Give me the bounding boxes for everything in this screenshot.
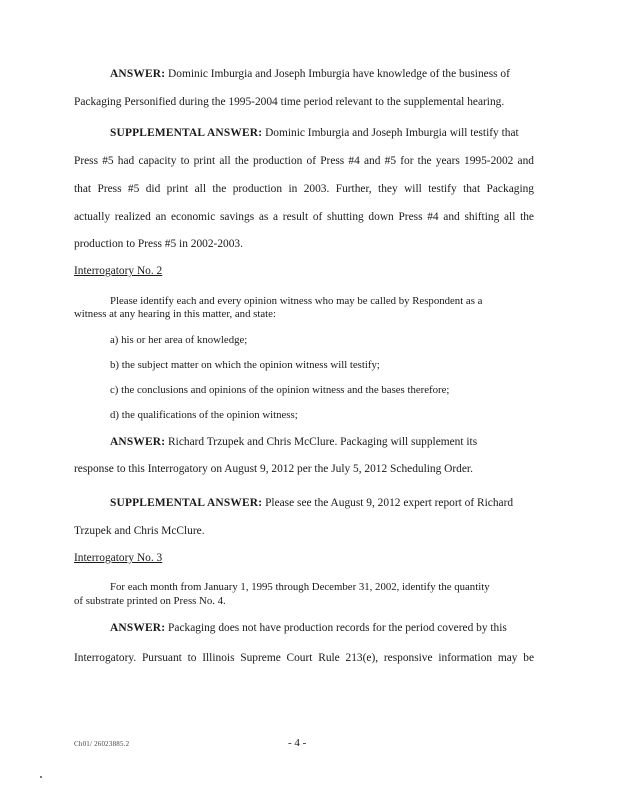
answer-paragraph-1-line-2: Packaging Personified during the 1995-2004 time period relevant to the supplemental hearing. xyxy=(74,96,505,108)
interrogatory-3-line-2: of substrate printed on Press No. 4. xyxy=(74,595,226,607)
interrogatory-2-intro-line-1: Please identify each and every opinion witness who may be called by Respondent as a xyxy=(110,295,483,307)
interrogatory-2-heading: Interrogatory No. 2 xyxy=(74,265,163,277)
interrogatory-2-item-b: b) the subject matter on which the opinion witness will testify; xyxy=(110,359,380,371)
interrogatory-3-answer-line-2: Interrogatory. Pursuant to Illinois Supreme Court Rule 213(e), responsive information may be xyxy=(74,652,534,664)
interrogatory-2-supplemental-line-1: SUPPLEMENTAL ANSWER: Please see the August 9, 2012 expert report of Richard xyxy=(110,497,514,509)
interrogatory-2-item-a: a) his or her area of knowledge; xyxy=(110,334,248,346)
answer-label: ANSWER: xyxy=(110,436,166,448)
answer-paragraph-1-line-1: ANSWER: Dominic Imburgia and Joseph Imburgia have knowledge of the business of xyxy=(110,68,510,80)
answer-label: ANSWER: xyxy=(110,622,166,634)
interrogatory-3-line-1: For each month from January 1, 1995 through December 31, 2002, identify the quantity xyxy=(110,581,490,593)
answer-label: ANSWER: xyxy=(110,68,166,80)
document-id: Ch01/ 26023885.2 xyxy=(74,740,130,748)
supplemental-answer-label: SUPPLEMENTAL ANSWER: xyxy=(110,497,263,509)
supplemental-answer-1-line-4: actually realized an economic savings as a result of shutting down Press #4 and shifting all the xyxy=(74,211,534,223)
interrogatory-2-answer-line-2: response to this Interrogatory on August 9, 2012 per the July 5, 2012 Scheduling Order. xyxy=(74,463,473,475)
supplemental-answer-1-line-1: SUPPLEMENTAL ANSWER: Dominic Imburgia and Joseph Imburgia will testify that xyxy=(110,127,519,139)
supplemental-answer-1-line-5: production to Press #5 in 2002-2003. xyxy=(74,238,243,250)
interrogatory-2-answer-line-1: ANSWER: Richard Trzupek and Chris McClure. Packaging will supplement its xyxy=(110,436,478,448)
interrogatory-2-supplemental-line-2: Trzupek and Chris McClure. xyxy=(74,525,205,537)
supplemental-answer-1-line-3: that Press #5 did print all the production in 2003. Further, they will testify that Packaging xyxy=(74,183,534,195)
supplemental-answer-label: SUPPLEMENTAL ANSWER: xyxy=(110,127,263,139)
interrogatory-2-intro-line-2: witness at any hearing in this matter, and state: xyxy=(74,308,276,320)
interrogatory-3-answer-line-1: ANSWER: Packaging does not have production records for the period covered by this xyxy=(110,622,507,634)
interrogatory-2-item-c: c) the conclusions and opinions of the opinion witness and the bases therefore; xyxy=(110,384,450,396)
interrogatory-3-heading: Interrogatory No. 3 xyxy=(74,552,163,564)
scan-speck xyxy=(40,776,42,778)
supplemental-answer-1-line-2: Press #5 had capacity to print all the production of Press #4 and #5 for the years 1995-2002 and xyxy=(74,155,534,167)
page-number: - 4 - xyxy=(288,737,307,749)
interrogatory-2-item-d: d) the qualifications of the opinion witness; xyxy=(110,409,298,421)
